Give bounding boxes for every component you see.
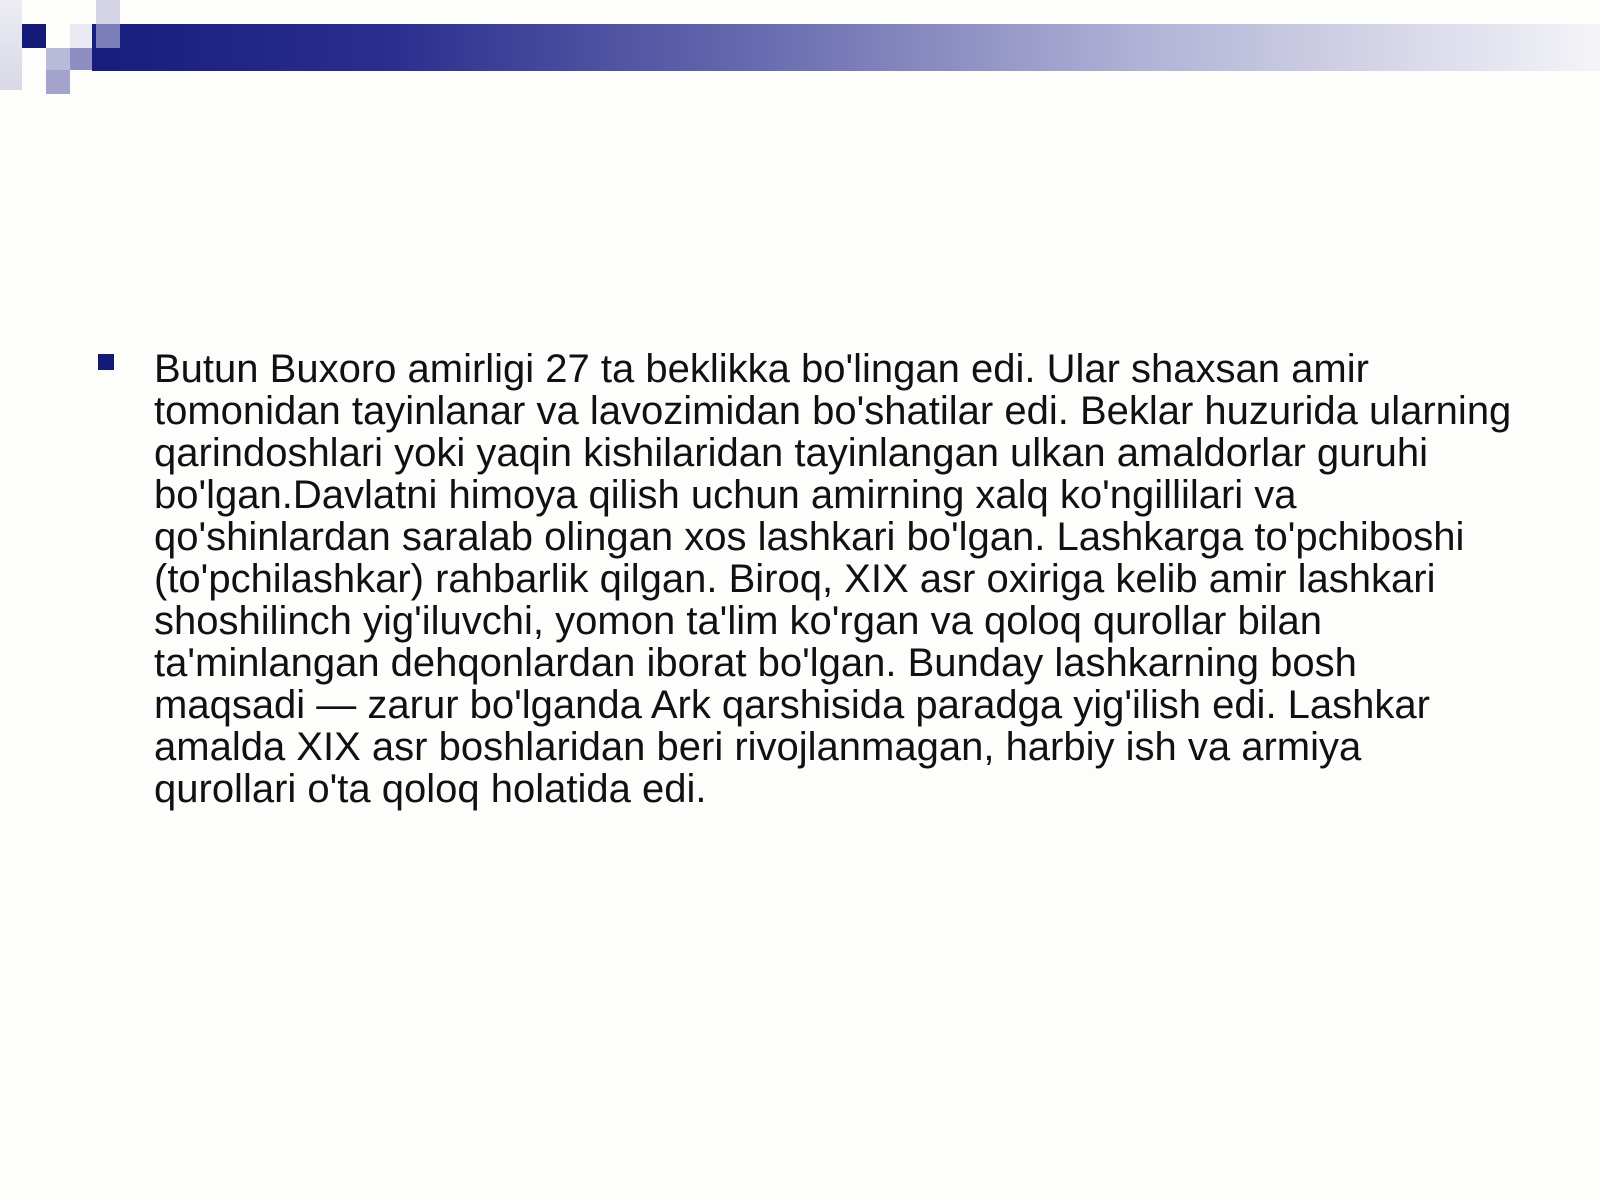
decor-square [70,24,92,48]
bullet-item [98,348,1518,810]
decor-square [0,0,22,90]
decor-square [96,24,120,48]
decor-square [46,70,70,94]
decor-square [46,48,70,70]
header-gradient-bar [92,24,1600,71]
decor-square [96,0,120,24]
decor-square-dark [22,24,46,48]
decor-square [70,48,92,70]
bullet-square-icon [98,354,114,370]
bullet-text: Butun Buxoro amirligi 27 ta beklikka bo'lingan edi. Ular shaxsan amir tomonidan tayinlanar va lavozimidan bo'shatilar edi. Beklar huzurida ularning qarindoshlari yoki yaqin kishilaridan tayinlangan ulkan amaldorlar guruhi bo'lgan.Davlatni himoya qilish uchun amirning xalq ko'ngillilari va qo'shinlardan saralab olingan xos lashkari bo'lgan. Lashkarga to'pchiboshi (to'pchilashkar) rahbarlik qilgan. Biroq, XIX asr oxiriga kelib amir lashkari shoshilinch yig'iluvchi, yomon ta'lim ko'rgan va qoloq qurollar bilan ta'minlangan dehqonlardan iborat bo'lgan. Bunday lashkarning bosh maqsadi — zarur bo'lganda Ark qarshisida paradga yig'ilish edi. Lashkar amalda XIX asr boshlaridan beri rivojlanmagan, harbiy ish va armiya qurollari o'ta qoloq holatida edi. [154,347,1512,811]
slide-body [98,348,1518,810]
